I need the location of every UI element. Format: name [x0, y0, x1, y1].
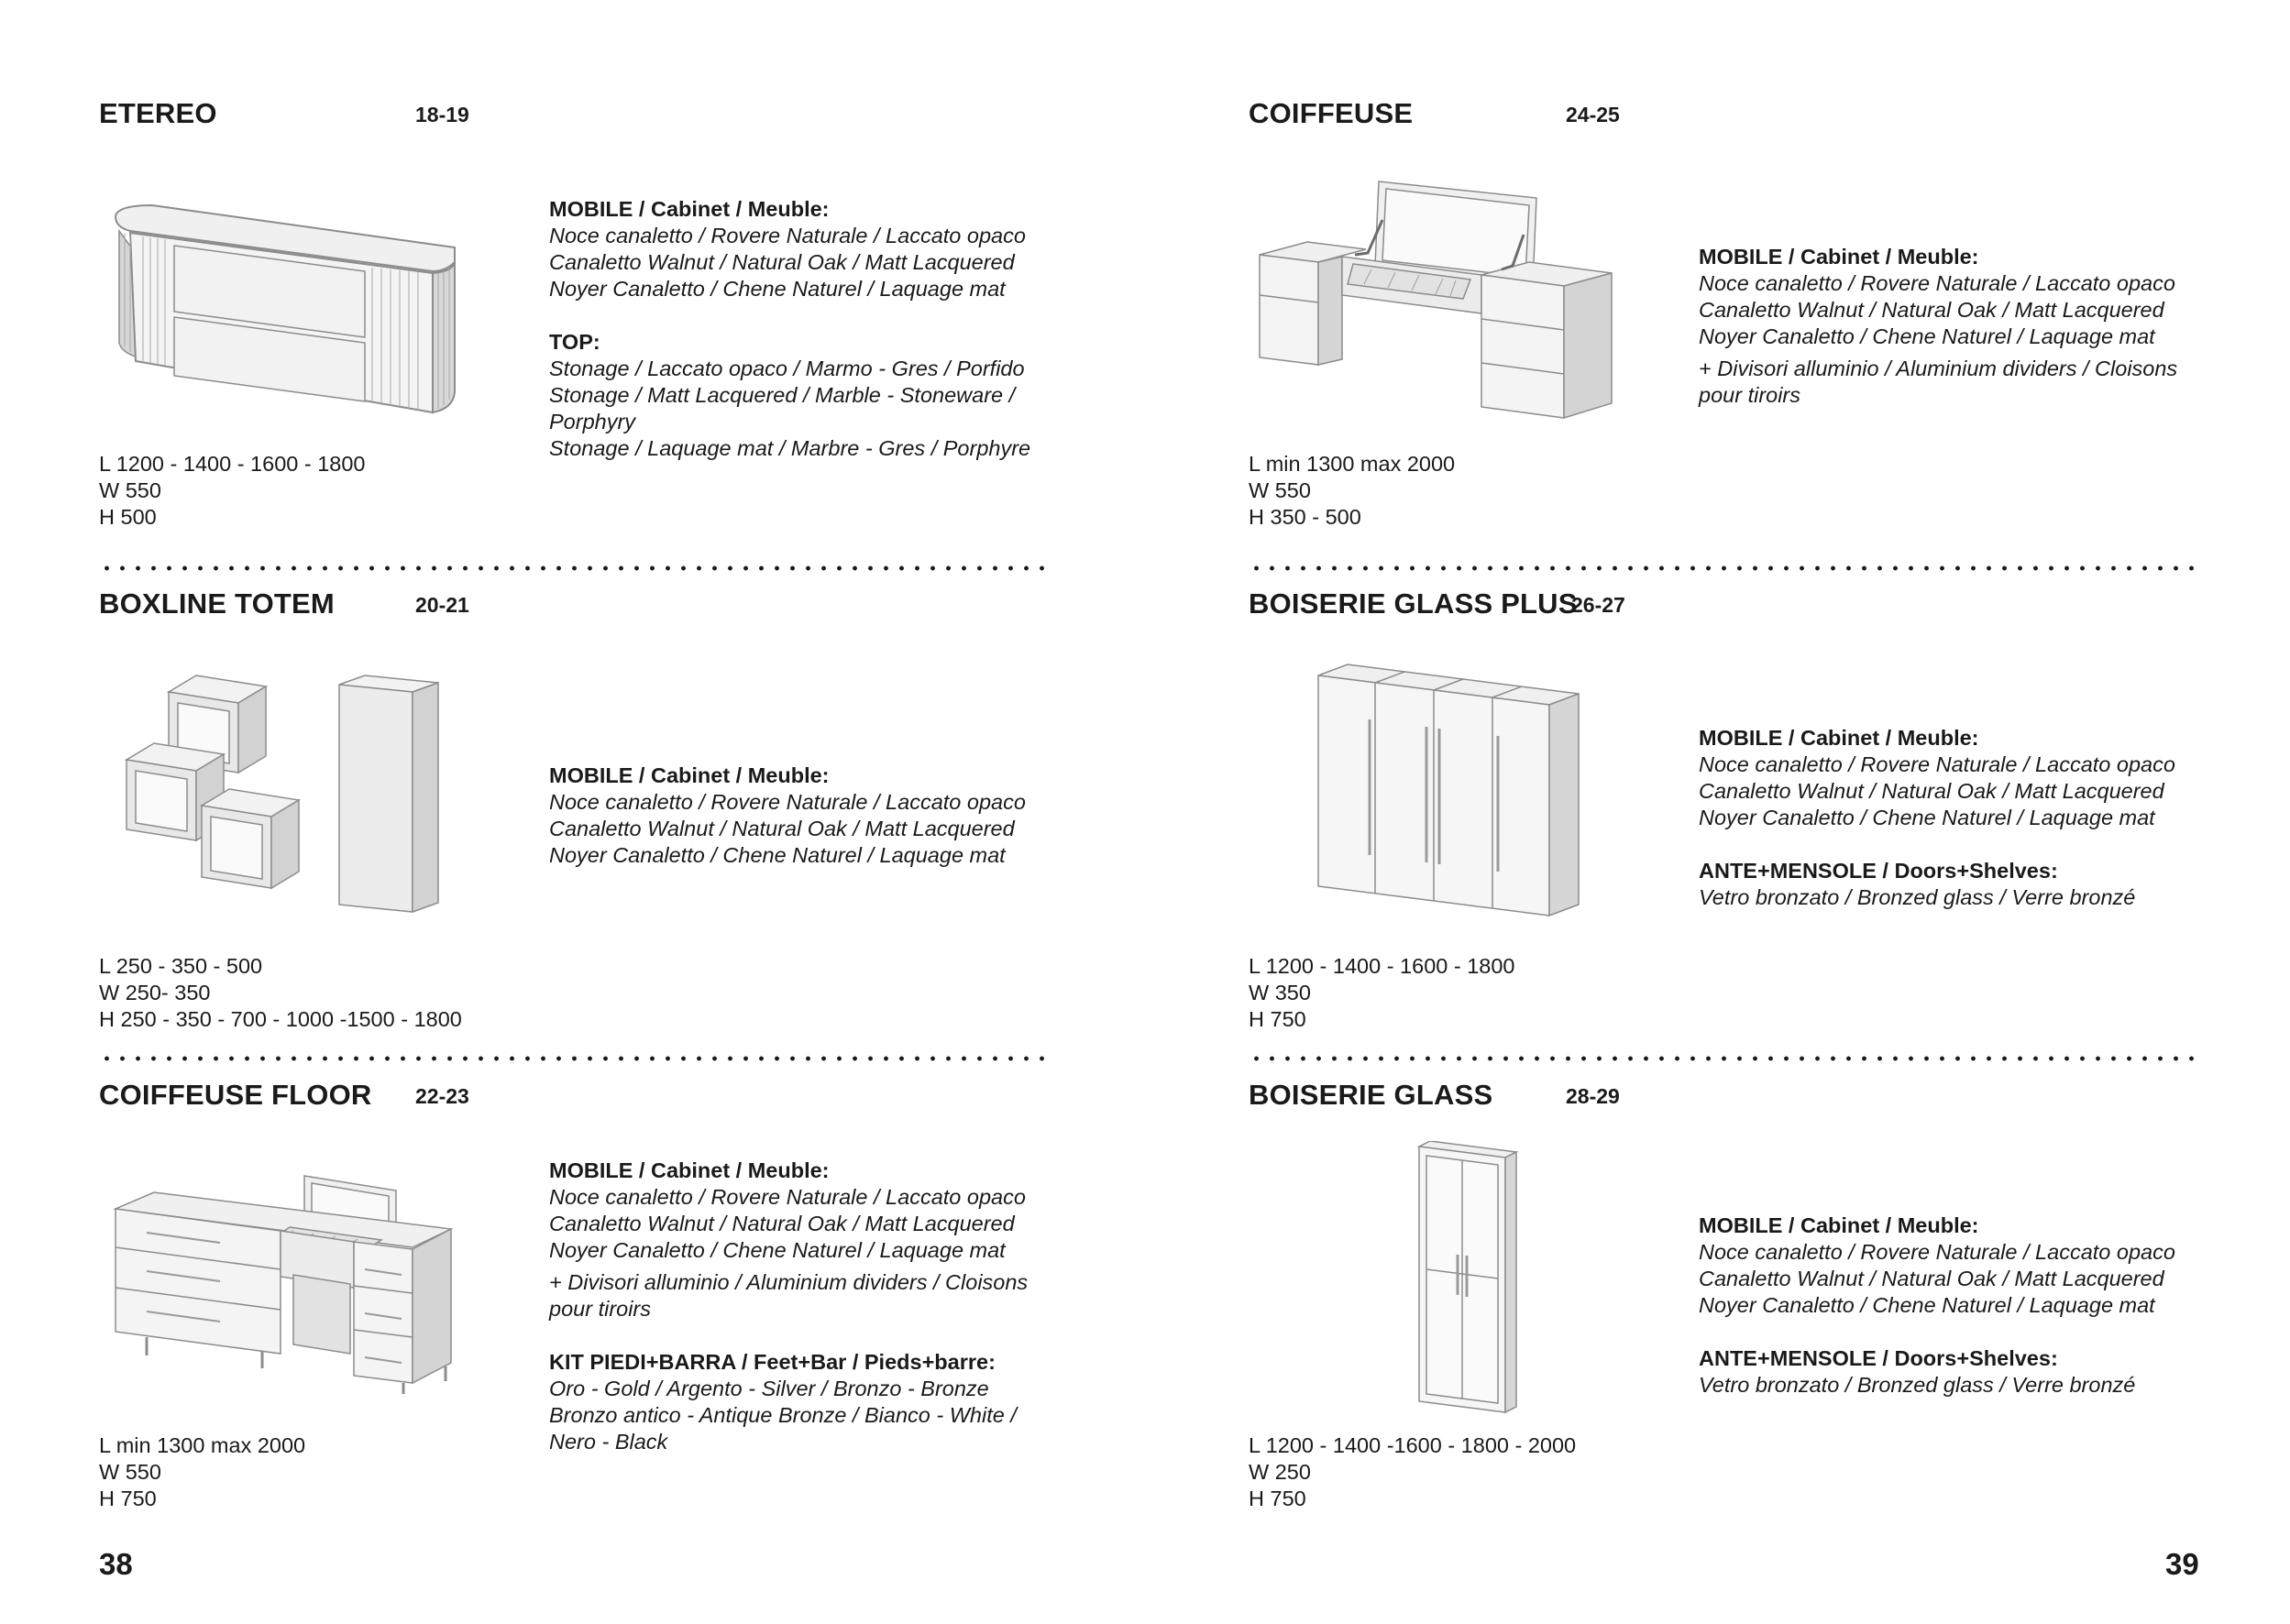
ante-line: Vetro bronzato / Bronzed glass / Verre bronzé [1699, 885, 2136, 909]
section-title: BOISERIE GLASS [1249, 1079, 1493, 1111]
top-line: Stonage / Matt Lacquered / Marble - Stoneware / [549, 383, 1016, 407]
page-reference: 24-25 [1566, 103, 1620, 126]
finish-description [1699, 244, 2212, 409]
mobile-line: Noce canaletto / Rovere Naturale / Laccato opaco [1699, 1240, 2175, 1264]
etereo-cabinet-illustration [106, 196, 473, 416]
dimension-length: L min 1300 max 2000 [1249, 452, 1456, 476]
boiserie-glass-illustration [1415, 1141, 1522, 1416]
page-reference: 28-29 [1566, 1084, 1620, 1108]
mobile-line: Canaletto Walnut / Natural Oak / Matt Lacquered [1699, 1267, 2164, 1290]
dimensions [1249, 1432, 1576, 1512]
ante-label: ANTE+MENSOLE / Doors+Shelves: [1699, 859, 2058, 883]
top-label: TOP: [549, 330, 600, 354]
dividers-line: pour tiroirs [549, 1297, 652, 1321]
finish-description [549, 763, 1062, 869]
ante-label: ANTE+MENSOLE / Doors+Shelves: [1699, 1346, 2058, 1370]
mobile-line: Noyer Canaletto / Chene Naturel / Laquage mat [1699, 1293, 2155, 1317]
page-number-right: 39 [2165, 1547, 2199, 1581]
section-boiserie-glass [1249, 1079, 2290, 1555]
section-boxline-totem [99, 587, 1153, 1064]
mobile-line: Canaletto Walnut / Natural Oak / Matt Lacquered [1699, 298, 2164, 322]
mobile-line: Canaletto Walnut / Natural Oak / Matt Lacquered [549, 1212, 1015, 1235]
boiserie-glass-plus-illustration [1316, 663, 1582, 921]
mobile-label: MOBILE / Cabinet / Meuble: [1699, 245, 1979, 269]
dimension-length: L 1200 - 1400 -1600 - 1800 - 2000 [1249, 1433, 1577, 1457]
section-title: BOXLINE TOTEM [99, 587, 335, 620]
section-title: BOISERIE GLASS PLUS [1249, 587, 1578, 620]
mobile-line: Noyer Canaletto / Chene Naturel / Laquage mat [549, 277, 1006, 301]
section-title: COIFFEUSE FLOOR [99, 1079, 372, 1111]
mobile-label: MOBILE / Cabinet / Meuble: [549, 197, 830, 221]
dotted-divider [1249, 1056, 2205, 1061]
mobile-label: MOBILE / Cabinet / Meuble: [549, 1158, 830, 1182]
finish-description [549, 1158, 1062, 1455]
mobile-label: MOBILE / Cabinet / Meuble: [1699, 726, 1979, 750]
kit-line: Bronzo antico - Antique Bronze / Bianco - White / [549, 1403, 1017, 1427]
mobile-line: Noce canaletto / Rovere Naturale / Laccato opaco [549, 224, 1026, 247]
dimension-height: H 250 - 350 - 700 - 1000 -1500 - 1800 [99, 1007, 462, 1031]
section-coiffeuse-floor [99, 1079, 1153, 1555]
mobile-line: Noce canaletto / Rovere Naturale / Laccato opaco [1699, 271, 2175, 295]
section-coiffeuse [1249, 97, 2290, 574]
mobile-label: MOBILE / Cabinet / Meuble: [549, 763, 830, 787]
dimension-width: W 550 [99, 478, 161, 502]
dimensions [1249, 953, 1515, 1033]
dimensions [99, 1432, 305, 1512]
dimension-height: H 350 - 500 [1249, 505, 1361, 529]
dimension-length: L 1200 - 1400 - 1600 - 1800 [1249, 954, 1515, 978]
dividers-line: + Divisori alluminio / Aluminium dividers / Cloisons [549, 1270, 1029, 1294]
mobile-line: Noyer Canaletto / Chene Naturel / Laquage mat [549, 1238, 1006, 1262]
ante-line: Vetro bronzato / Bronzed glass / Verre bronzé [1699, 1373, 2136, 1397]
mobile-line: Canaletto Walnut / Natural Oak / Matt Lacquered [549, 250, 1015, 274]
kit-line: Oro - Gold / Argento - Silver / Bronzo - Bronze [549, 1377, 989, 1400]
section-title: COIFFEUSE [1249, 97, 1414, 129]
coiffeuse-illustration [1258, 178, 1624, 425]
mobile-label: MOBILE / Cabinet / Meuble: [1699, 1213, 1979, 1237]
dimension-width: W 250 [1249, 1460, 1311, 1484]
kit-line: Nero - Black [549, 1430, 668, 1454]
mobile-line: Noyer Canaletto / Chene Naturel / Laquage mat [549, 843, 1006, 867]
finish-description [1699, 725, 2212, 911]
dotted-divider [1249, 565, 2205, 571]
dimension-height: H 750 [99, 1487, 157, 1510]
kit-label: KIT PIEDI+BARRA / Feet+Bar / Pieds+barre: [549, 1350, 996, 1374]
section-title: ETEREO [99, 97, 217, 129]
finish-description [549, 196, 1062, 462]
dimension-height: H 750 [1249, 1487, 1306, 1510]
dimension-width: W 550 [99, 1460, 161, 1484]
mobile-line: Noyer Canaletto / Chene Naturel / Laquage mat [1699, 324, 2155, 348]
section-etereo [99, 97, 1153, 574]
dimension-length: L min 1300 max 2000 [99, 1433, 306, 1457]
page-number-left: 38 [99, 1547, 133, 1581]
mobile-line: Noyer Canaletto / Chene Naturel / Laquage mat [1699, 806, 2155, 829]
top-line: Stonage / Laquage mat / Marbre - Gres / Porphyre [549, 436, 1031, 460]
dimension-length: L 1200 - 1400 - 1600 - 1800 [99, 452, 366, 476]
top-line: Stonage / Laccato opaco / Marmo - Gres / Porfido [549, 357, 1025, 380]
page-reference: 20-21 [415, 593, 469, 617]
mobile-line: Noce canaletto / Rovere Naturale / Laccato opaco [1699, 752, 2175, 776]
dimension-width: W 550 [1249, 478, 1311, 502]
page-reference: 22-23 [415, 1084, 469, 1108]
dimension-width: W 250- 350 [99, 981, 211, 1004]
dimension-height: H 750 [1249, 1007, 1306, 1031]
coiffeuse-floor-illustration [110, 1174, 477, 1394]
dimensions [99, 953, 462, 1033]
dividers-line: pour tiroirs [1699, 383, 1801, 407]
dimensions [1249, 451, 1455, 531]
dimension-length: L 250 - 350 - 500 [99, 954, 263, 978]
dotted-divider [99, 1056, 1055, 1061]
dotted-divider [99, 565, 1055, 571]
mobile-line: Noce canaletto / Rovere Naturale / Laccato opaco [549, 790, 1026, 814]
page-reference: 18-19 [415, 103, 469, 126]
mobile-line: Noce canaletto / Rovere Naturale / Laccato opaco [549, 1185, 1026, 1209]
mobile-line: Canaletto Walnut / Natural Oak / Matt Lacquered [549, 817, 1015, 840]
page-reference: 26-27 [1571, 593, 1625, 617]
boxline-totem-illustration [123, 672, 471, 919]
finish-description [1699, 1213, 2212, 1399]
section-boiserie-glass-plus [1249, 587, 2290, 1064]
dimensions [99, 451, 366, 531]
dimension-width: W 350 [1249, 981, 1311, 1004]
dividers-line: + Divisori alluminio / Aluminium dividers / Cloisons [1699, 357, 2178, 380]
dimension-height: H 500 [99, 505, 157, 529]
top-line: Porphyry [549, 410, 636, 433]
mobile-line: Canaletto Walnut / Natural Oak / Matt Lacquered [1699, 779, 2164, 803]
